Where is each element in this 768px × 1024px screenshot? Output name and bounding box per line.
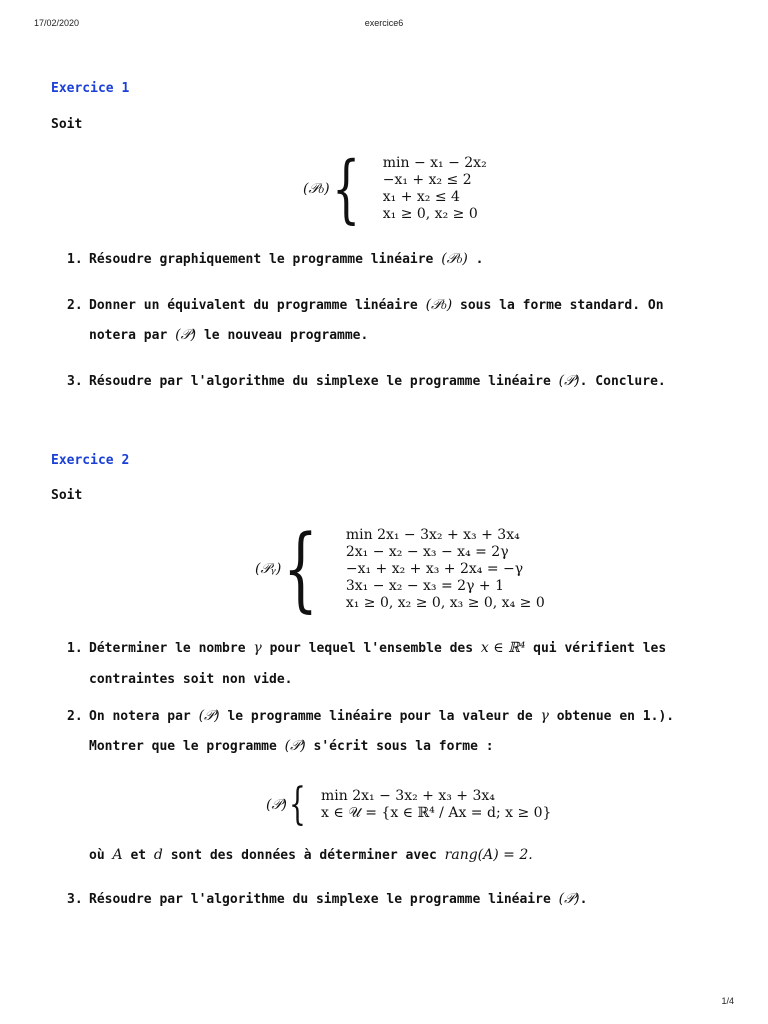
item-text: Résoudre par l'algorithme du simplexe le programme linéaire bbox=[89, 892, 551, 907]
exercise-1-item-2-continued bbox=[89, 327, 368, 343]
exercise-2-item-1-continued: contraintes soit non vide. bbox=[89, 672, 293, 687]
constraint-line: −x₁ + x₂ + x₃ + 2x₄ = −γ bbox=[345, 560, 524, 577]
item-number: 1. bbox=[67, 641, 83, 656]
item-text: le nouveau programme. bbox=[203, 328, 369, 343]
constraint-line: −x₁ + x₂ ≤ 2 bbox=[382, 172, 472, 188]
exercise-1-item-3 bbox=[67, 373, 666, 389]
constraint-line: x ∈ 𝒰 = {x ∈ ℝ⁴ / Ax = d; x ≥ 0} bbox=[321, 805, 552, 821]
constraint-line: x₁ ≥ 0, x₂ ≥ 0 bbox=[382, 206, 478, 222]
item-text: notera par bbox=[89, 328, 168, 343]
math-expression: (𝒫) bbox=[198, 708, 220, 724]
math-expression: (𝒫) bbox=[284, 738, 306, 754]
program-label: (𝒫) bbox=[266, 797, 288, 813]
exercise-1-item-1 bbox=[67, 251, 484, 267]
item-number: 3. bbox=[67, 892, 83, 907]
math-expression: d bbox=[153, 847, 163, 863]
item-text: s'écrit sous la forme : bbox=[313, 739, 494, 754]
item-number: 3. bbox=[67, 374, 83, 389]
item-text: On notera par bbox=[89, 709, 191, 724]
item-text: Déterminer le nombre bbox=[89, 641, 246, 656]
item-text: Donner un équivalent du programme linéaire bbox=[89, 298, 418, 313]
exercise-2-linear-program bbox=[255, 515, 545, 622]
exercise-2-item-3 bbox=[67, 891, 587, 907]
exercise-2-title: Exercice 2 bbox=[51, 453, 130, 468]
page-number: 1/4 bbox=[721, 996, 734, 1006]
item-text: le programme linéaire pour la valeur de bbox=[227, 709, 533, 724]
constraint-line: x₁ ≥ 0, x₂ ≥ 0, x₃ ≥ 0, x₄ ≥ 0 bbox=[345, 594, 545, 611]
exercise-2-item-2-continued bbox=[89, 738, 494, 754]
objective-line: min 2x₁ − 3x₂ + x₃ + 3x₄ bbox=[345, 526, 520, 543]
math-expression: γ bbox=[540, 708, 549, 724]
program-label: (𝒫₀) bbox=[303, 181, 330, 197]
item-number: 2. bbox=[67, 298, 83, 313]
item-text: où bbox=[89, 848, 105, 863]
item-text: Résoudre graphiquement le programme linéaire bbox=[89, 252, 434, 267]
item-text: sont des données à déterminer avec bbox=[170, 848, 437, 863]
item-number: 2. bbox=[67, 709, 83, 724]
math-expression: A bbox=[112, 847, 123, 863]
exercise-1-item-2 bbox=[67, 297, 664, 313]
objective-line: min − x₁ − 2x₂ bbox=[382, 155, 487, 171]
constraint-lines bbox=[346, 527, 545, 612]
constraint-lines bbox=[321, 788, 551, 822]
constraint-line: 3x₁ − x₂ − x₃ = 2γ + 1 bbox=[345, 577, 504, 594]
print-date: 17/02/2020 bbox=[34, 18, 80, 28]
item-text: . Conclure. bbox=[579, 374, 666, 389]
item-text: Montrer que le programme bbox=[89, 739, 277, 754]
math-expression: (𝒫₀) bbox=[425, 297, 453, 313]
left-brace: { bbox=[289, 779, 306, 830]
exercise-2-item-2-data-note bbox=[89, 847, 533, 863]
math-expression: γ bbox=[253, 640, 262, 656]
item-text: sous la forme standard. On bbox=[460, 298, 664, 313]
item-number: 1. bbox=[67, 252, 83, 267]
math-expression: x ∈ ℝ⁴ bbox=[480, 640, 526, 656]
print-document-title: exercice6 bbox=[364, 18, 404, 28]
constraint-line: 2x₁ − x₂ − x₃ − x₄ = 2γ bbox=[345, 543, 509, 560]
math-expression: (𝒫₀) bbox=[441, 251, 468, 267]
item-text: Résoudre par l'algorithme du simplexe le programme linéaire bbox=[89, 374, 551, 389]
item-text: . bbox=[475, 252, 484, 267]
item-text: et bbox=[130, 848, 147, 863]
program-label: (𝒫ᵧ) bbox=[255, 561, 282, 577]
constraint-lines bbox=[383, 155, 487, 223]
math-expression: (𝒫) bbox=[558, 373, 580, 389]
exercise-2-intro: Soit bbox=[51, 488, 83, 503]
exercise-1-linear-program bbox=[303, 146, 487, 232]
math-expression: rang(A) = 2. bbox=[444, 847, 533, 863]
math-expression: (𝒫) bbox=[558, 891, 580, 907]
exercise-2-item-1 bbox=[67, 640, 666, 656]
exercise-1-intro: Soit bbox=[51, 117, 83, 132]
exercise-2-item-2 bbox=[67, 708, 674, 724]
standard-form-program bbox=[266, 779, 552, 830]
item-text: qui vérifient les bbox=[533, 641, 667, 656]
left-brace: { bbox=[331, 146, 360, 232]
item-text: . bbox=[579, 892, 588, 907]
objective-line: min 2x₁ − 3x₂ + x₃ + 3x₄ bbox=[321, 788, 495, 804]
left-brace: { bbox=[283, 515, 319, 622]
exercise-1-title: Exercice 1 bbox=[51, 81, 130, 96]
constraint-line: x₁ + x₂ ≤ 4 bbox=[382, 189, 460, 205]
item-text: obtenue en 1.). bbox=[556, 709, 675, 724]
item-text: pour lequel l'ensemble des bbox=[269, 641, 474, 656]
math-expression: (𝒫) bbox=[175, 327, 197, 343]
